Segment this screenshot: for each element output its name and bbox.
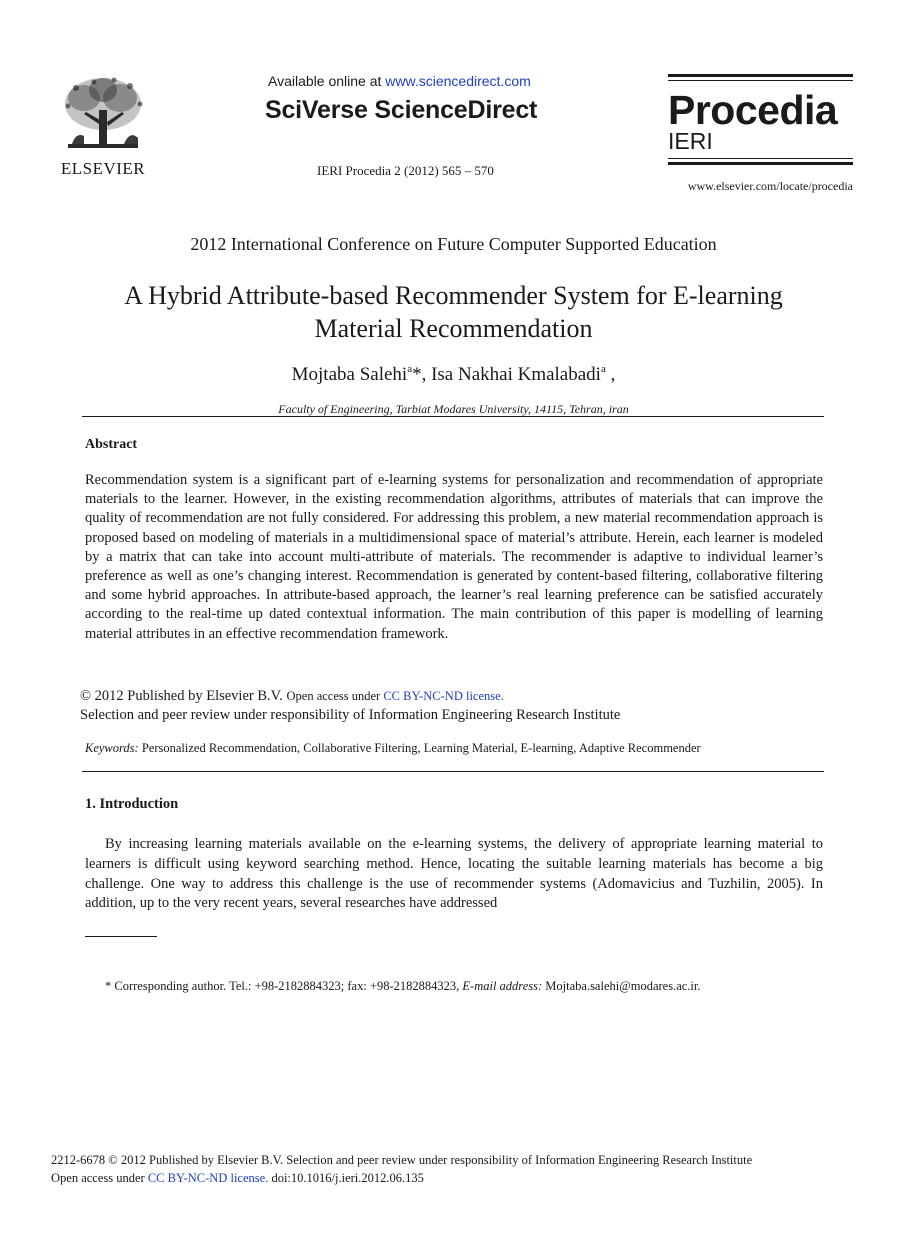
procedia-wordmark: Procedia: [668, 87, 838, 133]
keywords-label: Keywords:: [85, 741, 139, 755]
author-affiliation: Faculty of Engineering, Tarbiat Modares University, 14115, Tehran, iran: [278, 402, 629, 416]
paper-title: [60, 279, 847, 345]
author-name: Mojtaba Salehi: [291, 364, 408, 385]
available-prefix: Available online at: [268, 73, 386, 89]
copyright-notice: [80, 687, 830, 725]
procedia-bottom-rule: [668, 162, 853, 165]
paper-title-line-2: Material Recommendation: [314, 314, 593, 343]
keywords: [85, 741, 825, 756]
procedia-logo: [668, 74, 853, 165]
paper-title-line-1: A Hybrid Attribute-based Recommender System for E-learning: [124, 281, 783, 310]
journal-reference: IERI Procedia 2 (2012) 565 – 570: [317, 163, 494, 178]
license-link[interactable]: CC BY-NC-ND license.: [383, 689, 504, 703]
author-trailing: ,: [605, 364, 616, 385]
copyright-open-access: Open access under: [286, 689, 384, 703]
sciverse-logo: SciVerse ScienceDirect: [265, 96, 538, 124]
issn-line: 2212-6678 © 2012 Published by Elsevier B.V. Selection and peer review under responsibility of Information Engineering Research Institute: [51, 1153, 753, 1167]
procedia-bottom-rule-thin: [668, 158, 853, 159]
author-list: [0, 363, 907, 386]
affiliation-mark: a: [600, 363, 606, 375]
available-online: [268, 73, 531, 89]
procedia-top-rule-thin: [668, 80, 853, 81]
abstract-heading: Abstract: [85, 437, 138, 452]
footnote-contact: * Corresponding author. Tel.: +98-2182884323; fax: +98-2182884323,: [105, 979, 463, 993]
license-link[interactable]: CC BY-NC-ND license.: [147, 1171, 269, 1185]
keywords-text: Personalized Recommendation, Collaborative Filtering, Learning Material, E-learning, Adaptive Recommender: [138, 741, 701, 755]
affiliation-mark: a: [407, 363, 413, 375]
ieri-wordmark: IERI: [668, 128, 713, 154]
sciencedirect-link[interactable]: www.sciencedirect.com: [385, 73, 531, 89]
author-name: Isa Nakhai Kmalabadi: [431, 364, 601, 385]
corresponding-mark: *,: [412, 364, 432, 385]
section-heading: 1. Introduction: [85, 796, 179, 812]
corresponding-footnote: [105, 979, 825, 994]
abstract-body: Recommendation system is a significant part of e-learning systems for personalization and recommendation of appropriate materials to the learner. However, in the existing recommendation algorithms, attributes of materials that can improve the quality of recommendation are not fully considered. For addressing this problem, a new material recommendation approach is proposed based on modeling of materials in a multidimensional space of material’s attribute. Herein, each learner is modeled by a matrix that can take into account multi-attribute of materials. The recommender is adaptive to individual learner’s preference as well as one’s changing interest. Recommendation is generated by content-based filtering, collaborative filtering and some hybrid approaches. In attribute-based approach, the learner’s real learning preference can be satisfied accurately according to the real-time up dated contextual information. The main contribution of this paper is modelling of learning material attributes in an effective recommendation framework.: [85, 472, 823, 642]
open-access-label: Open access under: [51, 1171, 148, 1185]
title-divider: [82, 416, 824, 417]
email-label: E-mail address:: [462, 979, 543, 993]
doi: doi:10.1016/j.ieri.2012.06.135: [268, 1171, 424, 1185]
footnote-rule: [85, 936, 157, 937]
procedia-url[interactable]: www.elsevier.com/locate/procedia: [687, 179, 853, 193]
email-address: Mojtaba.salehi@modares.ac.ir.: [542, 979, 701, 993]
open-access-line: [51, 1171, 871, 1186]
conference-name: 2012 International Conference on Future Computer Supported Education: [190, 234, 717, 254]
tree-icon: [54, 74, 152, 158]
elsevier-logo-text: ELSEVIER: [60, 159, 146, 178]
copyright-selection: Selection and peer review under responsibility of Information Engineering Research Institute: [80, 707, 621, 723]
introduction-body: By increasing learning materials available on the e-learning systems, the delivery of appropriate learning material to learners is difficult using keyword searching method. Hence, locating the suitable learning materials has become a big challenge. One way to address this challenge is the use of recommender systems (Adomavicius and Tuzhilin, 2005). In addition, up to the very recent years, several researches have addressed: [85, 836, 823, 912]
copyright-published: © 2012 Published by Elsevier B.V.: [80, 688, 287, 704]
procedia-top-rule: [668, 74, 853, 77]
abstract-divider: [82, 771, 824, 772]
